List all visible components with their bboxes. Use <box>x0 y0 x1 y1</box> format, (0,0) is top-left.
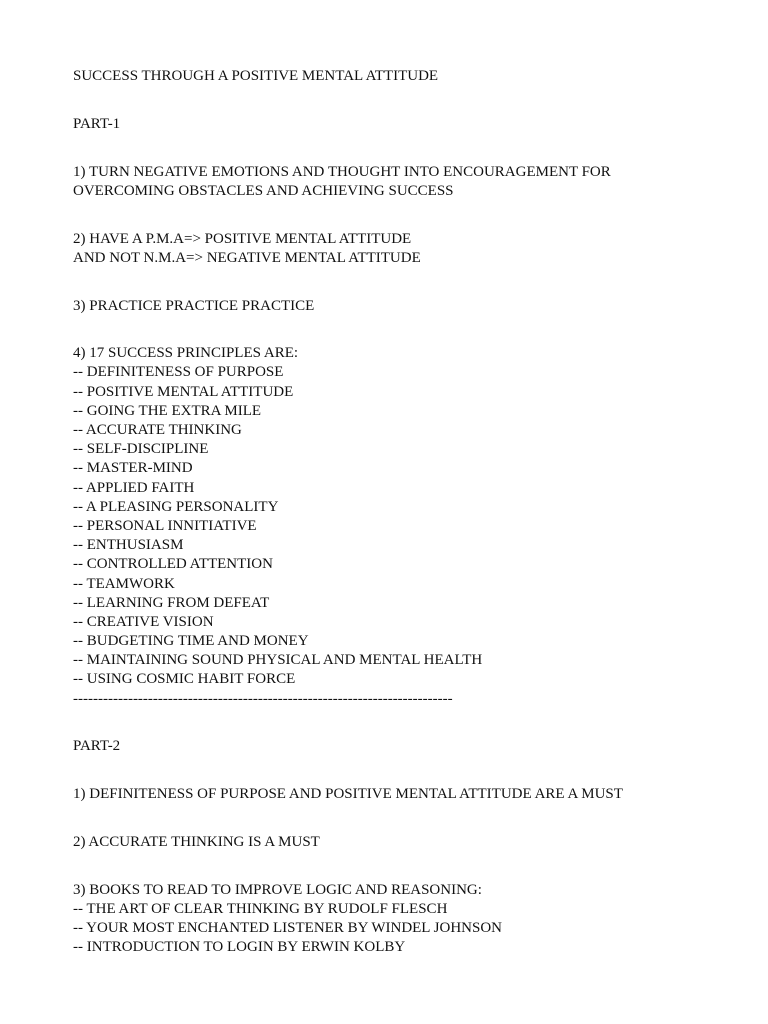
part2-heading: PART-2 <box>73 738 121 755</box>
separator-line: ---------------------------------------------------------------------------- <box>73 690 453 707</box>
part2-item1: 1) DEFINITENESS OF PURPOSE AND POSITIVE MENTAL ATTITUDE ARE A MUST <box>73 786 623 803</box>
part2-item2: 2) ACCURATE THINKING IS A MUST <box>73 834 320 850</box>
principle-item: -- ACCURATE THINKING <box>73 422 242 439</box>
book-item: -- INTRODUCTION TO LOGIN BY ERWIN KOLBY <box>73 939 406 956</box>
principle-item: -- A PLEASING PERSONALITY <box>73 498 279 515</box>
principle-item: -- LEARNING FROM DEFEAT <box>73 594 270 611</box>
principle-item: -- TEAMWORK <box>73 575 175 592</box>
principle-item: -- ENTHUSIASM <box>73 537 184 554</box>
part1-item2-line1: 2) HAVE A P.M.A=> POSITIVE MENTAL ATTITUDE <box>73 230 412 247</box>
part1-item2-line2: AND NOT N.M.A=> NEGATIVE MENTAL ATTITUDE <box>73 249 421 266</box>
principle-item: -- MAINTAINING SOUND PHYSICAL AND MENTAL HEALTH <box>73 652 483 669</box>
principle-item: -- GOING THE EXTRA MILE <box>73 402 262 419</box>
principle-item: -- CREATIVE VISION <box>73 613 214 630</box>
book-item: -- THE ART OF CLEAR THINKING BY RUDOLF FLESCH <box>73 900 448 917</box>
book-item: -- YOUR MOST ENCHANTED LISTENER BY WINDEL JOHNSON <box>73 920 503 937</box>
document-body <box>73 67 713 958</box>
principle-item: -- POSITIVE MENTAL ATTITUDE <box>73 383 294 400</box>
part1-item1-line2: OVERCOMING OBSTACLES AND ACHIEVING SUCCESS <box>73 182 454 199</box>
document-title: SUCCESS THROUGH A POSITIVE MENTAL ATTITUDE <box>73 68 439 84</box>
part1-item1-line1: 1) TURN NEGATIVE EMOTIONS AND THOUGHT INTO ENCOURAGEMENT FOR <box>73 163 611 180</box>
principle-item: -- BUDGETING TIME AND MONEY <box>73 633 309 650</box>
principle-item: -- MASTER-MIND <box>73 460 193 477</box>
principle-item: -- USING COSMIC HABIT FORCE <box>73 671 296 688</box>
principle-item: -- DEFINITENESS OF PURPOSE <box>73 364 284 381</box>
part2-item3-heading: 3) BOOKS TO READ TO IMPROVE LOGIC AND REASONING: <box>73 881 482 898</box>
principle-item: -- APPLIED FAITH <box>73 479 195 496</box>
part1-item3: 3) PRACTICE PRACTICE PRACTICE <box>73 297 315 314</box>
part1-item4-heading: 4) 17 SUCCESS PRINCIPLES ARE: <box>73 345 299 362</box>
principle-item: -- SELF-DISCIPLINE <box>73 441 209 458</box>
principle-item: -- PERSONAL INNITIATIVE <box>73 517 257 534</box>
principle-item: -- CONTROLLED ATTENTION <box>73 556 273 573</box>
part1-heading: PART-1 <box>73 115 121 132</box>
